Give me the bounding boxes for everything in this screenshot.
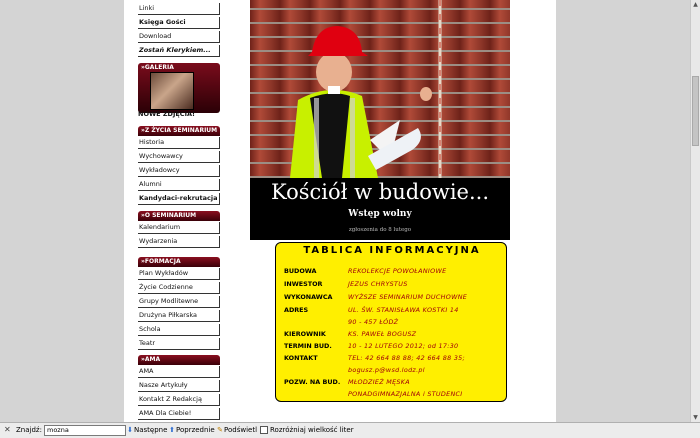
sidebar-item-kontakt-redakcja[interactable]: Kontakt Z Redakcją (138, 394, 220, 406)
scroll-up-icon[interactable]: ▲ (693, 1, 698, 8)
board-row-label: ADRES (284, 306, 309, 314)
sidebar-item-nasze-artykuly[interactable]: Nasze Artykuły (138, 380, 220, 392)
sidebar-item-grupy-modlitewne[interactable]: Grupy Modlitewne (138, 296, 220, 308)
board-row-value: REKOLEKCJE POWOŁANIOWE (348, 267, 447, 275)
brick-wall-image (250, 0, 510, 178)
banner-title: Kościół w budowie... (271, 180, 489, 204)
sidebar-item-druzyna-pilkarska[interactable]: Drużyna Piłkarska (138, 310, 220, 322)
board-row-value: MŁODZIEŻ MĘSKA (348, 378, 410, 386)
info-board (275, 242, 507, 402)
board-row-value: 10 - 12 LUTEGO 2012; od 17:30 (348, 342, 459, 350)
sidebar-item-guestbook[interactable]: Księga Gości (138, 17, 220, 29)
gallery-header: »GALERIA (141, 64, 174, 71)
sidebar-item-become-cleric[interactable]: Zostań Klerykiem... (138, 45, 220, 57)
sidebar-item-wykladowcy[interactable]: Wykładowcy (138, 165, 220, 177)
sidebar-item-kandydaci[interactable]: Kandydaci-rekrutacja (138, 193, 220, 205)
section-header-seminary-life: »Z ŻYCIA SEMINARIUM (138, 126, 220, 136)
sidebar-item-plan-wykladow[interactable]: Plan Wykładów (138, 268, 220, 280)
find-input[interactable]: mozna (44, 425, 126, 436)
board-row-label: WYKONAWCA (284, 293, 333, 301)
highlighter-icon: ✎ (217, 426, 223, 434)
sidebar-item-schola[interactable]: Schola (138, 324, 220, 336)
sidebar-item-teatr[interactable]: Teatr (138, 338, 220, 350)
sidebar-item-linki[interactable]: Linki (138, 3, 220, 15)
checkbox-icon (260, 426, 268, 434)
board-row-label: TERMIN BUD. (284, 342, 332, 350)
info-board-title: TABLICA INFORMACYJNA (303, 245, 481, 256)
sidebar-item-wydarzenia[interactable]: Wydarzenia (138, 236, 220, 248)
find-prev-label: Poprzednie (176, 426, 215, 434)
sidebar (124, 0, 232, 422)
board-row-label: KONTAKT (284, 354, 318, 362)
menu-ama (138, 366, 220, 422)
section-header-ama: »AMA (138, 355, 220, 365)
sidebar-item-wychowawcy[interactable]: Wychowawcy (138, 151, 220, 163)
gallery-thumbnail[interactable] (150, 72, 194, 110)
board-row-label: INWESTOR (284, 280, 323, 288)
find-next-label: Następne (134, 426, 168, 434)
board-row-label: BUDOWA (284, 267, 317, 275)
sidebar-item-ama-dla-ciebie[interactable]: AMA Dla Ciebie! (138, 408, 220, 420)
board-row-value: WYŻSZE SEMINARIUM DUCHOWNE (348, 293, 468, 301)
scrollbar-thumb[interactable] (692, 76, 699, 146)
board-row-label: POZW. NA BUD. (284, 378, 341, 386)
find-next-button[interactable] (126, 423, 167, 437)
sidebar-item-ama[interactable]: AMA (138, 366, 220, 378)
banner-photo[interactable] (250, 0, 510, 240)
match-case-label: Rozróżniaj wielkość liter (270, 426, 354, 434)
find-bar (0, 422, 700, 438)
banner-note: zgłoszenia do 8 lutego (348, 227, 412, 233)
section-header-about: »O SEMINARIUM (138, 211, 220, 221)
vertical-scrollbar[interactable] (690, 0, 700, 422)
section-header-formacja: »FORMACJA (138, 257, 220, 267)
menu-formacja (138, 268, 220, 352)
highlight-button[interactable] (216, 423, 257, 437)
arrow-down-icon: ⬇ (127, 426, 133, 434)
highlight-label: Podświetl (224, 426, 258, 434)
find-label: Znajdź: (16, 426, 42, 434)
sidebar-item-zycie-codzienne[interactable]: Życie Codzienne (138, 282, 220, 294)
board-row-value: PONADGIMNAZJALNA i STUDENCI (348, 390, 463, 398)
match-case-checkbox[interactable] (260, 423, 354, 437)
gallery-caption[interactable]: NOWE ZDJĘCIA! (138, 110, 195, 118)
board-row-value: JEZUS CHRYSTUS (348, 280, 408, 288)
board-row-value: 90 - 457 ŁÓDŹ (348, 318, 399, 326)
close-icon[interactable]: ✕ (4, 425, 11, 434)
board-row-value: UL. ŚW. STANISŁAWA KOSTKI 14 (348, 306, 459, 314)
banner-subtitle: Wstęp wolny (348, 209, 412, 219)
arrow-up-icon: ⬆ (169, 426, 175, 434)
board-row-label: KIEROWNIK (284, 330, 326, 338)
sidebar-item-download[interactable]: Download (138, 31, 220, 43)
sidebar-top-menu (138, 3, 220, 59)
sidebar-item-alumni[interactable]: Alumni (138, 179, 220, 191)
board-row-value: TEL: 42 664 88 88; 42 664 88 35; (348, 354, 465, 362)
board-email-link[interactable]: bogusz.p@wsd.lodz.pl (348, 366, 425, 374)
find-prev-button[interactable] (168, 423, 215, 437)
board-row-value: KS. PAWEŁ BOGUSZ (348, 330, 417, 338)
sidebar-item-kalendarium[interactable]: Kalendarium (138, 222, 220, 234)
menu-about (138, 222, 220, 250)
menu-seminary-life (138, 137, 220, 207)
sidebar-item-historia[interactable]: Historia (138, 137, 220, 149)
scroll-down-icon[interactable]: ▼ (693, 414, 698, 421)
seminarian-illustration (250, 0, 510, 178)
